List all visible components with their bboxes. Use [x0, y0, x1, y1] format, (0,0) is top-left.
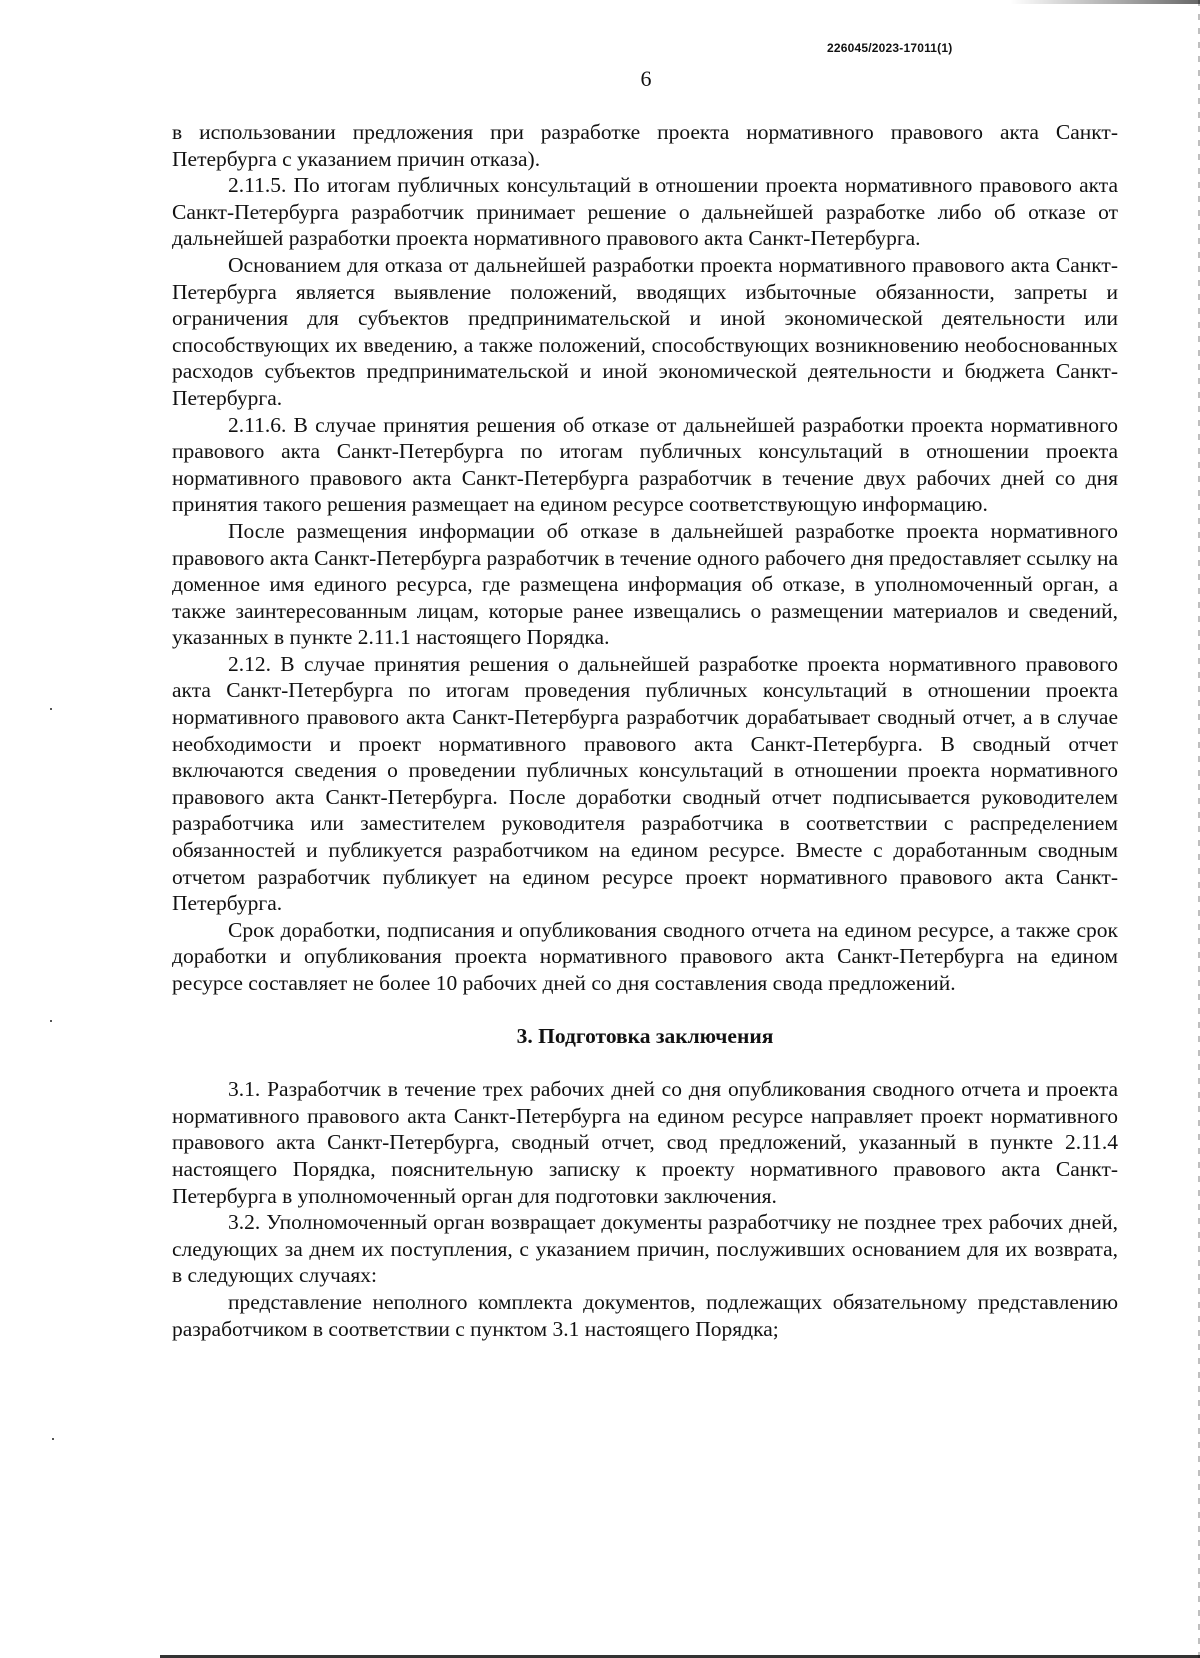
- scan-speck: [50, 1020, 52, 1022]
- paragraph: 2.12. В случае принятия решения о дальнейшей разработке проекта нормативного правового акта Санкт-Петербурга по итогам проведения публичных консультаций в отношении проекта нормативного правового акта Санкт-Петербурга разработчик дорабатывает сводный отчет, а в случае необходимости и проект нормативного правового акта Санкт-Петербурга. В сводный отчет включаются сведения о проведении публичных консультаций в отношении проекта нормативного правового акта Санкт-Петербурга. После доработки сводный отчет подписывается руководителем разработчика или заместителем руководителя разработчика в соответствии с распределением обязанностей и публикуется разработчиком на едином ресурсе. Вместе с доработанным сводным отчетом разработчик публикует на едином ресурсе проект нормативного правового акта Санкт-Петербурга.: [172, 651, 1118, 916]
- paragraph: Основанием для отказа от дальнейшей разработки проекта нормативного правового акта Санкт-Петербурга является выявление положений, вводящих избыточные обязанности, запреты и ограничения для субъектов предпринимательской и иной экономической деятельности или способствующих их введению, а также положений, способствующих возникновению необоснованных расходов субъектов предпринимательской и иной экономической деятельности и бюджета Санкт-Петербурга.: [172, 252, 1118, 410]
- document-body: [172, 119, 1118, 1342]
- paragraph: Срок доработки, подписания и опубликования сводного отчета на едином ресурсе, а также срок доработки и опубликования проекта нормативного правового акта Санкт-Петербурга на едином ресурсе составляет не более 10 рабочих дней со дня составления свода предложений.: [172, 917, 1118, 995]
- paragraph: После размещения информации об отказе в дальнейшей разработке проекта нормативного правового акта Санкт-Петербурга разработчик в течение одного рабочего дня предоставляет ссылку на доменное имя единого ресурса, где размещена информация об отказе, в уполномоченный орган, а также заинтересованным лицам, которые ранее извещались о размещении материалов и сведений, указанных в пункте 2.11.1 настоящего Порядка.: [172, 518, 1118, 650]
- paragraph: 3.1. Разработчик в течение трех рабочих дней со дня опубликования сводного отчета и проекта нормативного правового акта Санкт-Петербурга на едином ресурсе направляет проект нормативного правового акта Санкт-Петербурга, сводный отчет, свод предложений, указанный в пункте 2.11.4 настоящего Порядка, пояснительную записку к проекту нормативного правового акта Санкт-Петербурга в уполномоченный орган для подготовки заключения.: [172, 1077, 1118, 1208]
- scan-edge-top: [1010, 0, 1200, 4]
- paragraph: 2.11.5. По итогам публичных консультаций в отношении проекта нормативного правового акта Санкт-Петербурга разработчик принимает решение о дальнейшей разработке либо об отказе от дальнейшей разработки проекта нормативного правового акта Санкт-Петербурга.: [172, 173, 1118, 251]
- scan-speck: [50, 708, 52, 710]
- paragraph: представление неполного комплекта документов, подлежащих обязательному представлению разработчиком в соответствии с пунктом 3.1 настоящего Порядка;: [172, 1289, 1118, 1341]
- paragraph: в использовании предложения при разработке проекта нормативного правового акта Санкт-Петербурга с указанием причин отказа).: [172, 120, 1118, 171]
- page-number: 6: [640, 66, 652, 91]
- paragraph: 3.2. Уполномоченный орган возвращает документы разработчику не позднее трех рабочих дней, следующих за днем их поступления, с указанием причин, послуживших основанием для их возврата, в следующих случаях:: [172, 1210, 1118, 1288]
- scan-speck: [52, 1438, 54, 1440]
- paragraph: 2.11.6. В случае принятия решения об отказе от дальнейшей разработки проекта нормативного правового акта Санкт-Петербурга по итогам публичных консультаций в отношении проекта нормативного правового акта Санкт-Петербурга разработчик в течение двух рабочих дней со дня принятия такого решения размещает на едином ресурсе соответствующую информацию.: [172, 412, 1118, 517]
- document-id: 226045/2023-17011(1): [827, 41, 953, 55]
- section-heading: 3. Подготовка заключения: [516, 1023, 774, 1048]
